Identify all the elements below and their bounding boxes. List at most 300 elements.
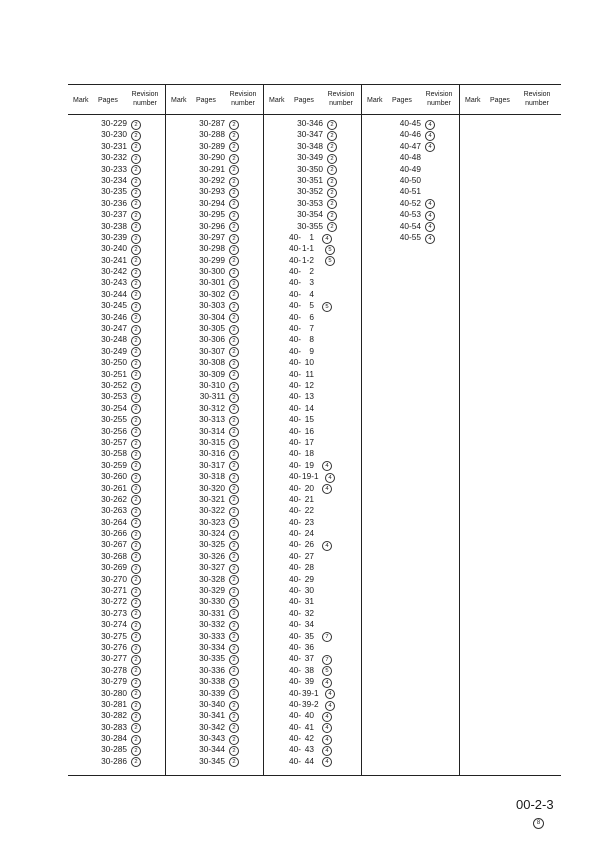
revision-mark: 2 (229, 268, 239, 278)
revision-mark: 2 (229, 723, 239, 733)
page-suffix: 36 (304, 641, 314, 652)
page-cell: 30-354 (297, 209, 323, 220)
page-prefix: 40- (289, 345, 301, 356)
page-prefix: 40- (289, 266, 301, 277)
table-row (166, 357, 263, 368)
revision-mark: 4 (425, 222, 435, 232)
page-cell: 30-279 (101, 676, 127, 687)
page-cell (289, 300, 314, 311)
table-row (362, 198, 459, 209)
page-suffix: 32 (304, 607, 314, 618)
page-suffix: 24 (304, 528, 314, 539)
revision-mark: 2 (131, 701, 141, 711)
page-prefix: 40- (289, 755, 301, 766)
page-suffix: 14 (304, 402, 314, 413)
table-row (264, 198, 361, 209)
table-row (68, 289, 165, 300)
table-column (264, 85, 362, 775)
table-row (68, 141, 165, 152)
table-row (264, 232, 361, 243)
table-row (166, 334, 263, 345)
table-row (264, 608, 361, 619)
table-row (166, 471, 263, 482)
page-cell: 30-317 (199, 459, 225, 470)
page-cell: 30-271 (101, 585, 127, 596)
page-cell (289, 232, 314, 243)
table-row (264, 357, 361, 368)
page-cell: 30-330 (199, 596, 225, 607)
revision-mark: 2 (229, 234, 239, 244)
table-row (68, 300, 165, 311)
page-cell: 30-250 (101, 357, 127, 368)
revision-mark: 2 (131, 757, 141, 767)
table-row (68, 756, 165, 767)
page-cell: 30-342 (199, 721, 225, 732)
page-cell (289, 562, 314, 573)
table-row (264, 414, 361, 425)
page-cell (289, 619, 314, 630)
revision-mark: 2 (131, 746, 141, 756)
page-cell (289, 471, 319, 482)
page-cell (289, 289, 314, 300)
table-column (68, 85, 166, 775)
revision-mark: 2 (229, 587, 239, 597)
table-row (264, 266, 361, 277)
revision-mark: 2 (131, 712, 141, 722)
table-row (166, 152, 263, 163)
page-revision-mark: 8 (533, 818, 544, 829)
revision-mark: 2 (229, 666, 239, 676)
revision-mark: 2 (229, 678, 239, 688)
page-cell: 30-334 (199, 641, 225, 652)
page-prefix: 40- (289, 733, 301, 744)
page-cell (289, 699, 319, 710)
page-cell (289, 369, 314, 380)
revision-mark: 2 (131, 359, 141, 369)
page-prefix: 40- (289, 550, 301, 561)
revision-mark: 2 (131, 325, 141, 335)
revision-mark: 2 (131, 735, 141, 745)
table-row (264, 312, 361, 323)
page-cell: 30-313 (199, 414, 225, 425)
page-cell: 30-268 (101, 550, 127, 561)
page-cell: 30-264 (101, 516, 127, 527)
page-prefix: 40- (289, 607, 301, 618)
page-suffix: 39 (304, 676, 314, 687)
table-row (166, 665, 263, 676)
table-row (264, 334, 361, 345)
table-row (264, 369, 361, 380)
revision-mark: 2 (327, 165, 337, 175)
page-cell (289, 676, 314, 687)
revision-mark: 2 (131, 256, 141, 266)
revision-mark: 2 (229, 632, 239, 642)
revision-mark: 2 (131, 154, 141, 164)
revision-mark: 2 (229, 211, 239, 221)
header-mark: Mark (367, 97, 383, 104)
table-row (68, 631, 165, 642)
revision-mark: 2 (131, 644, 141, 654)
table-row (68, 209, 165, 220)
table-row (264, 653, 361, 664)
revision-mark: 2 (131, 234, 141, 244)
page-prefix: 40- (289, 323, 301, 334)
revision-mark: 2 (229, 154, 239, 164)
table-row (166, 300, 263, 311)
page-cell (289, 688, 319, 699)
page-prefix: 40- (289, 653, 301, 664)
table-row (166, 312, 263, 323)
revision-mark: 2 (229, 177, 239, 187)
table-row (68, 129, 165, 140)
page-prefix: 40- (289, 254, 301, 265)
page-cell (289, 517, 314, 528)
table-row (166, 744, 263, 755)
header-revision-line2: number (231, 100, 255, 107)
revision-mark: 2 (131, 268, 141, 278)
revision-mark: 4 (425, 131, 435, 141)
page-cell: 30-350 (297, 163, 323, 174)
table-row (166, 539, 263, 550)
page-prefix: 40- (289, 721, 301, 732)
revision-mark: 2 (131, 336, 141, 346)
revision-table (68, 84, 561, 776)
page-cell: 30-275 (101, 630, 127, 641)
page-cell: 40-49 (399, 163, 421, 174)
table-row (362, 129, 459, 140)
table-row (166, 528, 263, 539)
revision-mark: 2 (229, 518, 239, 528)
table-row (68, 722, 165, 733)
table-row (166, 460, 263, 471)
table-row (264, 574, 361, 585)
page-cell: 30-341 (199, 710, 225, 721)
revision-mark: 2 (327, 142, 337, 152)
page-cell (289, 653, 314, 664)
revision-mark: 2 (131, 177, 141, 187)
revision-mark: 2 (131, 473, 141, 483)
revision-mark: 7 (322, 655, 332, 665)
table-row (68, 323, 165, 334)
table-row (166, 414, 263, 425)
revision-mark: 2 (131, 222, 141, 232)
page-prefix: 40- (289, 459, 301, 470)
page-cell: 30-236 (101, 197, 127, 208)
page-cell: 30-331 (199, 607, 225, 618)
page-cell: 30-346 (297, 118, 323, 128)
table-row (68, 277, 165, 288)
page-cell: 30-263 (101, 505, 127, 516)
revision-mark: 2 (229, 393, 239, 403)
revision-mark: 2 (229, 712, 239, 722)
table-row (68, 232, 165, 243)
table-row (166, 129, 263, 140)
table-row (166, 426, 263, 437)
table-row (166, 289, 263, 300)
table-row (264, 665, 361, 676)
revision-mark: 2 (229, 256, 239, 266)
page-cell (289, 744, 314, 755)
page-suffix: 34 (304, 619, 314, 630)
page-suffix: 10 (304, 357, 314, 368)
table-row (264, 756, 361, 767)
table-row (264, 505, 361, 516)
table-row (166, 710, 263, 721)
header-mark: Mark (73, 97, 89, 104)
revision-mark: 2 (229, 644, 239, 654)
page-prefix: 40- (289, 436, 301, 447)
page-prefix: 40- (289, 573, 301, 584)
page-cell: 30-349 (297, 152, 323, 163)
page-prefix: 40- (289, 288, 301, 299)
table-row (68, 528, 165, 539)
table-row (264, 403, 361, 414)
page-suffix: 18 (304, 448, 314, 459)
page-suffix: 8 (309, 334, 314, 345)
page-prefix: 40- (289, 231, 301, 242)
revision-mark: 2 (229, 313, 239, 323)
table-row (264, 243, 361, 254)
page-cell: 30-328 (199, 573, 225, 584)
revision-mark: 2 (327, 131, 337, 141)
revision-mark: 2 (131, 689, 141, 699)
table-row (264, 642, 361, 653)
revision-mark: 2 (327, 199, 337, 209)
page-cell: 30-326 (199, 550, 225, 561)
page-cell: 30-333 (199, 630, 225, 641)
revision-mark: 2 (327, 188, 337, 198)
page-cell: 30-353 (297, 197, 323, 208)
page-cell: 30-320 (199, 482, 225, 493)
table-row (68, 198, 165, 209)
table-row (362, 152, 459, 163)
page-cell: 30-290 (199, 152, 225, 163)
page-prefix: 40- (289, 641, 301, 652)
revision-mark: 2 (131, 427, 141, 437)
page-cell: 30-269 (101, 562, 127, 573)
page-cell: 30-295 (199, 209, 225, 220)
page-cell: 30-277 (101, 653, 127, 664)
page-suffix: 3 (309, 277, 314, 288)
revision-mark: 4 (425, 142, 435, 152)
page-cell: 40-53 (399, 209, 421, 220)
page-cell (289, 494, 314, 505)
page-cell: 30-338 (199, 676, 225, 687)
table-row (68, 164, 165, 175)
revision-mark: 4 (322, 735, 332, 745)
revision-mark: 5 (322, 302, 332, 312)
revision-mark: 2 (131, 142, 141, 152)
table-row (166, 209, 263, 220)
revision-mark: 2 (131, 120, 141, 130)
table-row (264, 129, 361, 140)
page-prefix: 40- (289, 357, 301, 368)
revision-mark: 2 (131, 416, 141, 426)
page-cell: 30-259 (101, 459, 127, 470)
table-row (166, 517, 263, 528)
revision-mark: 2 (131, 188, 141, 198)
page-cell: 30-258 (101, 448, 127, 459)
table-row (68, 699, 165, 710)
column-rows (362, 118, 459, 243)
revision-mark: 2 (229, 484, 239, 494)
page-cell: 30-301 (199, 277, 225, 288)
page-suffix: 19-1 (302, 471, 319, 482)
revision-mark: 4 (322, 541, 332, 551)
header-mark: Mark (465, 97, 481, 104)
revision-mark: 2 (131, 541, 141, 551)
revision-mark: 2 (131, 484, 141, 494)
table-row (166, 277, 263, 288)
table-row (264, 699, 361, 710)
page-prefix: 40- (289, 619, 301, 630)
revision-mark: 2 (229, 188, 239, 198)
page-cell: 30-253 (101, 391, 127, 402)
table-row (264, 596, 361, 607)
table-row (166, 756, 263, 767)
page-cell: 30-249 (101, 345, 127, 356)
revision-mark: 2 (229, 347, 239, 357)
table-row (166, 631, 263, 642)
table-row (166, 688, 263, 699)
table-row (166, 676, 263, 687)
page-cell: 30-283 (101, 721, 127, 732)
revision-mark: 2 (131, 302, 141, 312)
page-suffix: 2 (309, 266, 314, 277)
page-suffix: 39-2 (302, 698, 319, 709)
page-suffix: 27 (304, 550, 314, 561)
page-cell (289, 733, 314, 744)
page-cell (289, 574, 314, 585)
table-row (166, 699, 263, 710)
table-row (68, 118, 165, 129)
table-row (68, 562, 165, 573)
table-row (68, 539, 165, 550)
page-cell (289, 551, 314, 562)
page-suffix: 21 (304, 493, 314, 504)
revision-mark: 2 (229, 473, 239, 483)
revision-mark: 2 (229, 507, 239, 517)
revision-mark: 2 (131, 564, 141, 574)
page-prefix: 40- (289, 664, 301, 675)
page-cell (289, 380, 314, 391)
table-row (68, 414, 165, 425)
table-row (264, 152, 361, 163)
table-row (68, 391, 165, 402)
page-cell: 30-266 (101, 528, 127, 539)
table-row (166, 266, 263, 277)
table-row (68, 653, 165, 664)
revision-mark: 2 (229, 416, 239, 426)
revision-mark: 4 (322, 746, 332, 756)
revision-mark: 2 (327, 222, 337, 232)
page-cell: 30-344 (199, 744, 225, 755)
page-cell: 40-48 (399, 152, 421, 163)
table-row (68, 608, 165, 619)
page-cell: 30-286 (101, 755, 127, 766)
table-row (264, 186, 361, 197)
page-cell: 30-304 (199, 311, 225, 322)
revision-mark: 2 (229, 142, 239, 152)
table-row (264, 300, 361, 311)
page-cell: 30-245 (101, 300, 127, 311)
page-cell: 30-248 (101, 334, 127, 345)
header-revision (225, 90, 261, 108)
page-cell: 30-305 (199, 323, 225, 334)
page-suffix: 13 (304, 391, 314, 402)
page-cell: 30-322 (199, 505, 225, 516)
header-revision-line1: Revision (425, 91, 453, 98)
table-row (166, 642, 263, 653)
table-row (362, 164, 459, 175)
page-cell: 30-281 (101, 698, 127, 709)
page-prefix: 40- (289, 471, 301, 482)
page-prefix: 40- (289, 676, 301, 687)
page-suffix: 12 (304, 379, 314, 390)
page-suffix: 22 (304, 505, 314, 516)
page-cell (289, 539, 314, 550)
page-suffix: 42 (304, 733, 314, 744)
table-row (68, 688, 165, 699)
page-cell: 40-52 (399, 197, 421, 208)
page-cell: 30-273 (101, 607, 127, 618)
column-header (264, 85, 361, 115)
table-row (264, 688, 361, 699)
table-row (264, 289, 361, 300)
page-prefix: 40- (289, 300, 301, 311)
revision-mark: 2 (229, 404, 239, 414)
page-suffix: 17 (304, 436, 314, 447)
page-cell: 30-343 (199, 733, 225, 744)
page-cell: 30-240 (101, 243, 127, 254)
page-cell (289, 756, 314, 767)
table-row (166, 186, 263, 197)
column-rows (68, 118, 165, 767)
revision-mark: 2 (131, 313, 141, 323)
page-cell: 30-323 (199, 516, 225, 527)
page-suffix: 29 (304, 573, 314, 584)
page-cell: 30-232 (101, 152, 127, 163)
table-row (264, 471, 361, 482)
page-cell (289, 266, 314, 277)
table-row (166, 505, 263, 516)
page-cell (289, 722, 314, 733)
page-suffix: 19 (304, 459, 314, 470)
revision-mark: 2 (229, 757, 239, 767)
column-header (68, 85, 165, 115)
revision-mark: 2 (229, 655, 239, 665)
page-cell: 30-318 (199, 471, 225, 482)
page-cell: 30-325 (199, 539, 225, 550)
revision-mark: 2 (131, 461, 141, 471)
page-cell: 40-50 (399, 174, 421, 185)
page-cell: 30-299 (199, 254, 225, 265)
table-row (68, 505, 165, 516)
page-cell (289, 483, 314, 494)
page-cell: 30-309 (199, 368, 225, 379)
page-cell: 30-355 (297, 220, 323, 231)
table-row (68, 460, 165, 471)
table-row (264, 585, 361, 596)
page-cell (289, 346, 314, 357)
page-cell (289, 528, 314, 539)
page-cell: 30-310 (199, 379, 225, 390)
revision-mark: 2 (131, 655, 141, 665)
page-prefix: 40- (289, 311, 301, 322)
page-cell: 30-348 (297, 140, 323, 151)
page-cell: 30-340 (199, 698, 225, 709)
page-cell (289, 426, 314, 437)
